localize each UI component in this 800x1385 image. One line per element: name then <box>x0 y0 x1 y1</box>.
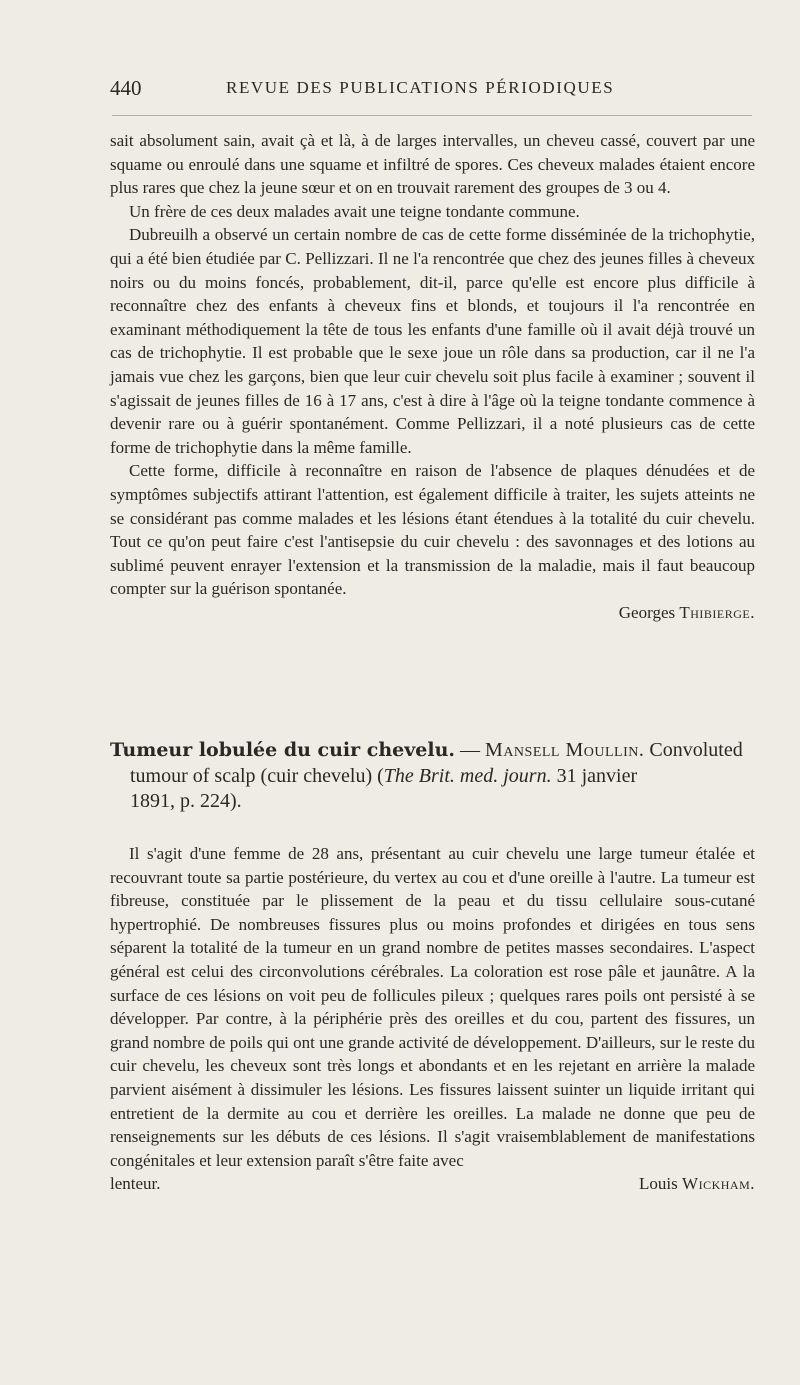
signature <box>110 601 755 625</box>
title-line: 1891, p. 224). <box>130 790 242 813</box>
paragraph: Un frère de ces deux malades avait une teigne tondante commune. <box>129 201 580 221</box>
final-line <box>110 1172 755 1196</box>
article-heading <box>110 738 755 815</box>
running-title: REVUE DES PUBLICATIONS PÉRIODIQUES <box>226 78 615 97</box>
article-author: Mansell Moullin. <box>485 739 645 761</box>
paragraph: Cette forme, difficile à reconnaître en raison de l'absence de plaques dénudées et de symptômes subjectifs attirant l'attention, est également difficile à traiter, les sujets atteints ne se considérant pas comme malades et les lésions étant étendues à la totalité du cuir chevelu. Tout ce qu'on peut faire c'est l'antisepsie du cuir chevelu : des savonnages et des lotions au sublimé peuvent enrayer l'extension et la transmission de la maladie, mais il faut beaucoup compter sur la guérison spontanée. <box>110 461 755 599</box>
paragraph: Il s'agit d'une femme de 28 ans, présentant au cuir chevelu une large tumeur étalée et recouvrant toute sa partie postérieure, du vertex au cou et d'une oreille à l'autre. La tumeur est fibreuse, constituée par le plissement de la peau et du tissu cellulaire sous-cutané hypertrophié. De nombreuses fissures plus ou moins profondes et dirigées en tous sens séparent la totalité de la tumeur en un grand nombre de petites masses secondaires. L'aspect général est celui des circonvolutions cérébrales. La coloration est rose pâle et jaunâtre. A la surface de ces lésions on voit peu de follicules pileux ; quelques rares poils ont persisté à se développer. Par contre, à la périphérie près des oreilles et du cou, partent des fissures, un grand nombre de poils qui ont une grande activité de développement. D'ailleurs, sur le reste du cuir chevelu, les cheveux sont très longs et abondants et en les rejetant en arrière la malade parvient aisément à dissimuler les lésions. Les fissures laissent suinter un liquide irritant qui entretient de la dermite au cou et derrière les oreilles. La malade ne donne que peu de renseignements sur les débuts de ces lésions. Il s'agit vraisemblablement de manifestations congénitales et leur extension paraît s'être faite avec <box>110 844 755 1170</box>
review-continuation <box>110 129 755 624</box>
header-rule <box>112 115 752 116</box>
title-text: tumour of scalp (cuir chevelu) ( <box>130 764 384 787</box>
signature-last-name: Wickham. <box>682 1174 755 1194</box>
title-dash: — <box>455 739 486 761</box>
article-title: Tumeur lobulée du cuir chevelu. <box>110 739 456 761</box>
paragraph: Dubreuilh a observé un certain nombre de cas de cette forme disséminée de la trichophytie, qui a été bien étudiée par C. Pellizzari. Il ne l'a rencontrée que chez des jeunes filles à cheveux noirs ou du moins foncés, probablement, dit-il, parce qu'elle est encore plus difficile à reconnaître chez des enfants à cheveux fins et blonds, et toujours il l'a rencontrée en examinant méthodiquement la tête de tous les enfants d'une famille où il avait déjà trouvé un cas de trichophytie. Il est probable que le sexe joue un rôle dans sa production, car il ne l'a jamais vue chez les garçons, bien que leur cuir chevelu soit plus facile à examiner ; souvent il s'agissait de jeunes filles de 16 à 17 ans, c'est à dire à l'âge où la teigne tondante commence à devenir rare ou à guérir spontanément. Comme Pellizzari, il a noté plusieurs cas de cette forme de trichophytie dans la même famille. <box>110 225 755 457</box>
title-line <box>110 764 755 790</box>
last-word: lenteur. <box>110 1174 161 1194</box>
signature-first-name: Louis <box>639 1174 678 1194</box>
signature-last-name: Thibierge. <box>679 602 755 622</box>
title-text: 31 janvier <box>551 764 638 787</box>
running-header <box>110 74 755 104</box>
signature-first-name: Georges <box>618 602 676 622</box>
paragraph: sait absolument sain, avait çà et là, à de larges intervalles, un cheveu cassé, couvert par une squame ou enroulé dans une squame et infiltré de spores. Ces cheveux malades étaient encore plus rares que chez la jeune sœur et on en trouvait rarement des groupes de 3 ou 4. <box>110 131 755 198</box>
journal-name: The Brit. med. journ. <box>383 764 552 787</box>
article-body <box>110 842 755 1196</box>
signature <box>639 1172 755 1196</box>
title-text: Convoluted <box>644 739 743 761</box>
page-number: 440 <box>110 76 142 100</box>
